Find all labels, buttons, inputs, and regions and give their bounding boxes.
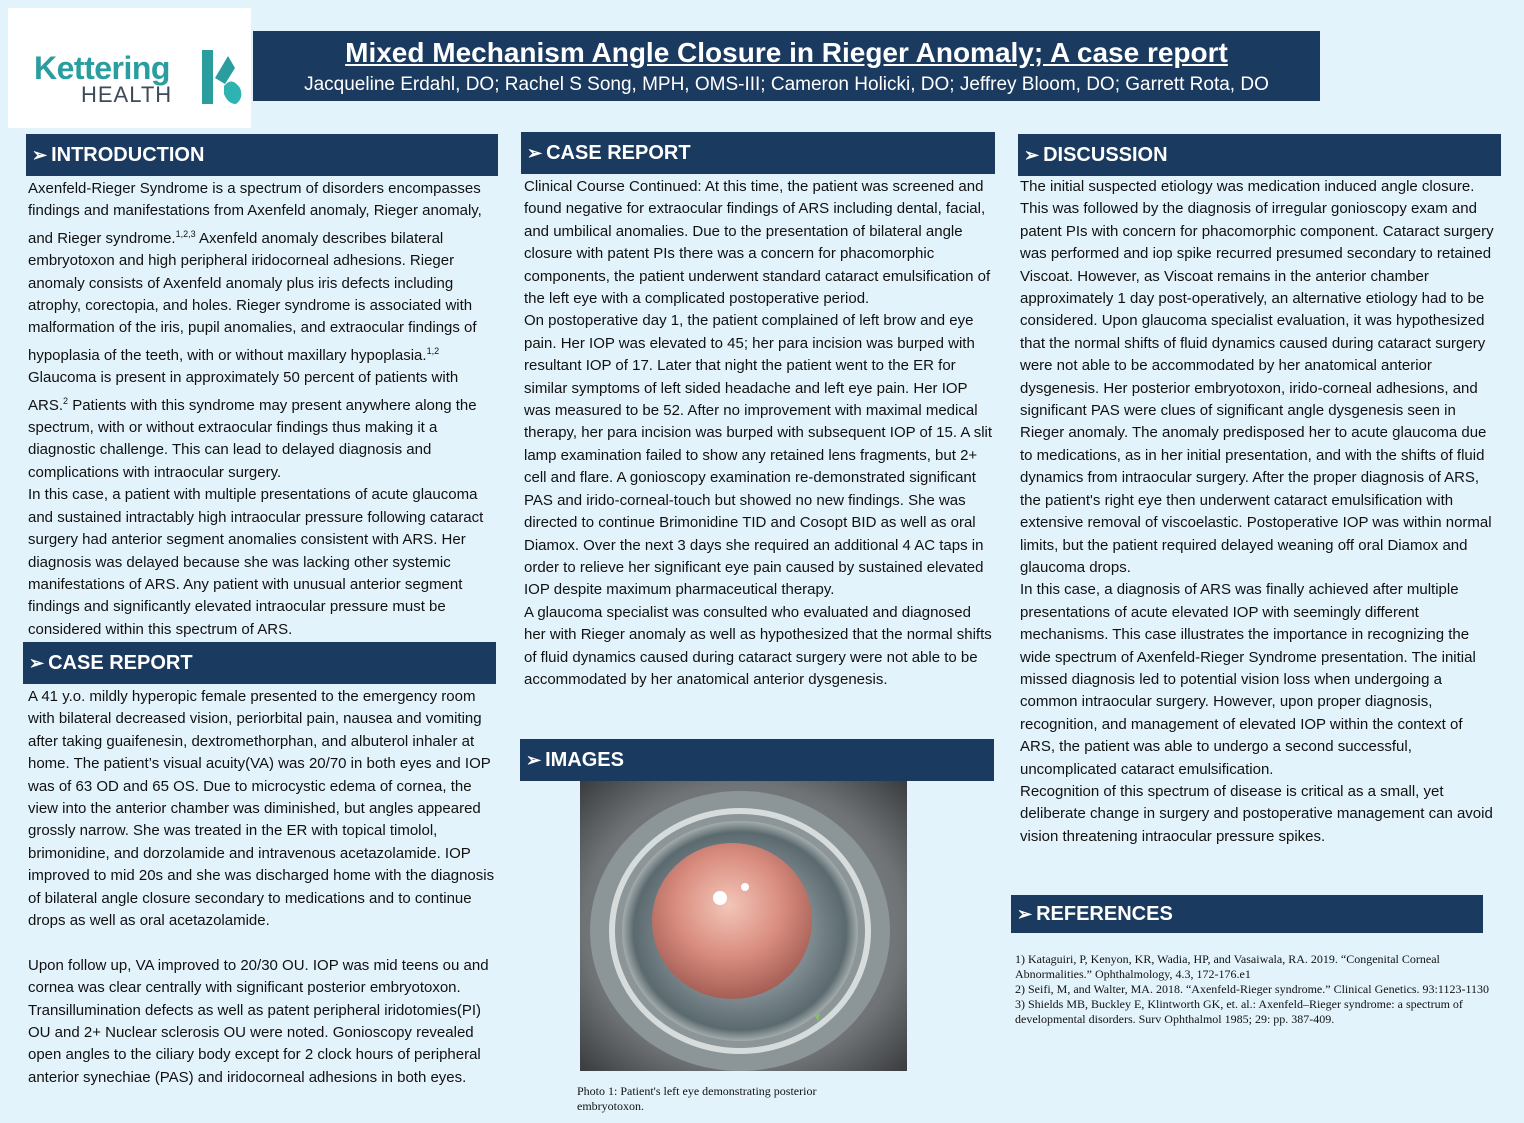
logo: [8, 8, 251, 128]
introduction-text: [28, 178, 498, 641]
case-report-2-paragraph-3: A glaucoma specialist was consulted who evaluated and diagnosed her with Rieger anomaly as well as hypothesized that the normal shifts of fluid dynamics caused during cataract surgery were not able to be accommodated by her anatomical anterior dysgenesis.: [524, 603, 992, 688]
intro-text-a: Axenfeld-Rieger Syndrome is a spectrum of disorders encompasses findings and manifestations from Axenfeld anomaly, Rieger anomaly, and Rieger syndrome.: [28, 180, 482, 247]
case-report-text-2: [524, 176, 994, 691]
title-bar: [253, 31, 1320, 101]
discussion-heading-label: DISCUSSION: [1043, 144, 1168, 166]
images-heading-label: IMAGES: [545, 749, 624, 771]
arrow-head-icon: ➢: [527, 143, 543, 163]
arrow-head-icon: ➢: [1024, 145, 1040, 165]
intro-cite-b: 1,2: [426, 345, 440, 356]
references-heading: [1011, 895, 1483, 933]
intro-cite-c: 2: [63, 395, 69, 406]
intro-text-d: Patients with this syndrome may present anywhere along the spectrum, with or without extraocular findings thus making it a diagnostic challenge. This can lead to delayed diagnosis and complications with intraocular surgery.: [28, 396, 477, 481]
intro-text-b: Axenfeld anomaly describes bilateral embryotoxon and high peripheral iridocorneal adhesions. Rieger anomaly consists of Axenfeld anomaly plus iris defects including atrophy, corectopia, and holes. Rieger syndrome is associated with malformation of the iris, pupil anomalies, and extraocular findings of hypoplasia of the teeth, with or without maxillary hypoplasia.: [28, 229, 477, 364]
arrow-head-icon: ➢: [29, 653, 45, 673]
case-report-heading-2-label: CASE REPORT: [546, 142, 691, 164]
reference-item: 1) Kataguiri, P, Kenyon, KR, Wadia, HP, and Vasaiwala, RA. 2019. “Congenital Corneal Abnormalities.” Ophthalmology, 4.3, 172-176.e1: [1015, 952, 1440, 981]
introduction-heading: [26, 134, 498, 176]
arrow-head-icon: ➢: [32, 145, 48, 165]
case-report-heading-1-label: CASE REPORT: [48, 652, 193, 674]
reference-item: 3) Shields MB, Buckley E, Klintworth GK, et. al.: Axenfeld–Rieger syndrome: a spectrum of developmental disorders. Surv Ophthalmol 1985; 29: pp. 387-409.: [1015, 997, 1463, 1026]
introduction-heading-label: INTRODUCTION: [51, 144, 205, 166]
case-report-1-paragraph-1: A 41 y.o. mildly hyperopic female presented to the emergency room with bilateral decreased vision, periorbital pain, nausea and vomiting after taking guaifenesin, dextromethorphan, and albuterol inhaler at home. The patient’s visual acuity(VA) was 20/70 in both eyes and IOP was of 63 OD and 65 OS. Due to microcystic edema of cornea, the view into the anterior chamber was diminished, but angles appeared grossly narrow. She was treated in the ER with topical timolol, brimonidine, and dorzolamide and intravenous acetazolamide. IOP improved to mid 20s and she was discharged home with the diagnosis of bilateral angle closure secondary to medications and to continue drops as well as oral acetazolamide.: [28, 688, 495, 930]
photo-caption: Photo 1: Patient's left eye demonstrating posterior embryotoxon.: [577, 1084, 817, 1113]
case-report-2-paragraph-2: On postoperative day 1, the patient complained of left brow and eye pain. Her IOP was elevated to 45; her para incision was burped with resultant IOP of 17. Later that night the patient went to the ER for similar symptoms of left sided headache and left eye pain. Her IOP was measured to be 52. After no improvement with maximal medical therapy, her para incision was burped with subsequent IOP of 15. A slit lamp examination failed to show any retained lens fragments, but 2+ cell and flare. A gonioscopy examination re-demonstrated significant PAS and irido-corneal-touch but showed no new findings. She was directed to continue Brimonidine TID and Cosopt BID as well as oral Diamox. Over the next 3 days she required an additional 4 AC taps in order to relieve her significant eye pain caused by sustained elevated IOP despite maximum pharmaceutical therapy.: [524, 312, 993, 599]
eye-photo: [580, 781, 907, 1071]
arrow-head-icon: ➢: [1017, 904, 1033, 924]
eye-photo-graphic: [580, 781, 907, 1071]
arrow-head-icon: ➢: [526, 750, 542, 770]
discussion-paragraph-1: The initial suspected etiology was medication induced angle closure. This was followed by the diagnosis of irregular gonioscopy exam and patent PIs with concern for phacomorphic component. Cataract surgery was performed and iop spike recurred presumed secondary to retained Viscoat. However, as Viscoat remains in the anterior chamber approximately 1 day post-operatively, an alternative etiology had to be considered. Upon glaucoma specialist evaluation, it was hypothesized that the normal shifts of fluid dynamics caused during cataract surgery were not able to be accommodated by her anatomical anterior dysgenesis. Her posterior embryotoxon, irido-corneal adhesions, and significant PAS were clues of significant angle dysgenesis seen in Rieger anomaly. The anomaly predisposed her to acute glaucoma due to medications, as in her initial presentation, and with the shifts of fluid dynamics from intraocular surgery. After the proper diagnosis of ARS, the patient's right eye then underwent cataract emulsification with extensive removal of viscoelastic. Postoperative IOP was within normal limits, but the patient required delayed weaning off oral Diamox and glaucoma drops.: [1020, 178, 1494, 576]
logo-sub: HEALTH: [81, 82, 173, 107]
introduction-paragraph-1: [28, 178, 498, 484]
references-heading-label: REFERENCES: [1036, 903, 1173, 925]
discussion-text: [1020, 176, 1498, 848]
case-report-1-paragraph-2: Upon follow up, VA improved to 20/30 OU. IOP was mid teens ou and cornea was clear centrally with significant posterior embryotoxon. Transillumination defects as well as patent peripheral iridotomies(PI) OU and 2+ Nuclear sclerosis OU were noted. Gonioscopy revealed open angles to the ciliary body except for 2 clock hours of peripheral anterior synechiae (PAS) and iridocorneal adhesions in both eyes.: [28, 956, 489, 1086]
authors: Jacqueline Erdahl, DO; Rachel S Song, MPH, OMS-III; Cameron Holicki, DO; Jeffrey Bloom, DO; Garrett Rota, DO: [304, 74, 1269, 95]
paragraph-spacer: [28, 932, 496, 954]
case-report-text-1: [28, 686, 496, 1089]
kettering-k-icon: [198, 48, 246, 106]
introduction-paragraph-2: In this case, a patient with multiple presentations of acute glaucoma and sustained intractably high intraocular pressure following cataract surgery had anterior segment anomalies consistent with ARS. Her diagnosis was delayed because she was lacking other systemic manifestations of ARS. Any patient with unusual anterior segment findings and significantly elevated intraocular pressure must be considered within this spectrum of ARS.: [28, 486, 484, 638]
reference-item: 2) Seifi, M, and Walter, MA. 2018. “Axenfeld-Rieger syndrome.” Clinical Genetics. 93:1123-1130: [1015, 982, 1489, 996]
references-list: [1015, 952, 1490, 1027]
intro-cite-a: 1,2,3: [175, 228, 196, 239]
images-heading: [520, 739, 994, 781]
case-report-heading-1: [23, 642, 496, 684]
case-report-2-paragraph-1: Clinical Course Continued: At this time, the patient was screened and found negative for extraocular findings of ARS including dental, facial, and umbilical anomalies. Due to the presentation of bilateral angle closure with patent PIs there was a concern for phacomorphic components, the patient underwent standard cataract emulsification of the left eye with a complicated postoperative period.: [524, 178, 991, 308]
case-report-heading-2: [521, 132, 995, 174]
logo-name: Kettering: [34, 50, 170, 86]
discussion-paragraph-3: Recognition of this spectrum of disease is critical as a small, yet deliberate change in surgery and postoperative management can avoid vision threatening intraocular pressure spikes.: [1020, 782, 1493, 845]
intro-text-c: Glaucoma is present in approximately 50 percent of patients with ARS.: [28, 369, 459, 414]
discussion-paragraph-2: In this case, a diagnosis of ARS was finally achieved after multiple presentations of acute elevated IOP with seemingly different mechanisms. This case illustrates the importance in recognizing the wide spectrum of Axenfeld-Rieger Syndrome presentation. The initial missed diagnosis led to potential vision loss when undergoing a common intraocular surgery. However, upon proper diagnosis, recognition, and management of elevated IOP within the context of ARS, the patient was able to undergo a second successful, uncomplicated cataract emulsification.: [1020, 581, 1476, 778]
discussion-heading: [1018, 134, 1501, 176]
poster-title: Mixed Mechanism Angle Closure in Rieger Anomaly; A case report: [345, 37, 1228, 68]
